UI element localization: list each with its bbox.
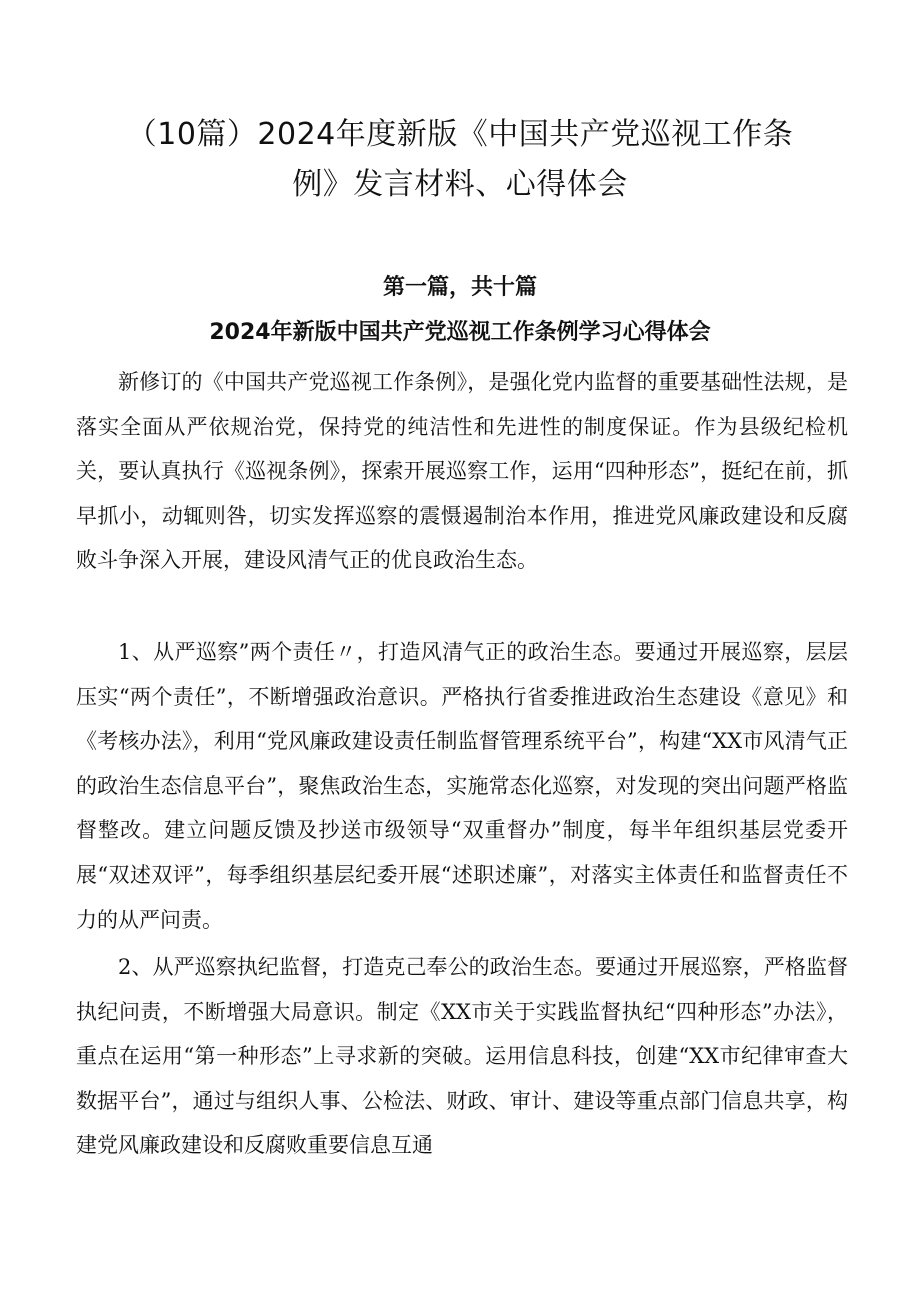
section-heading: 第一篇，共十篇 bbox=[382, 275, 537, 300]
body-paragraph-1 bbox=[76, 360, 848, 583]
document-title: （10篇）2024年度新版《中国共产党巡视工作条例》发言材料、心得体会 bbox=[126, 117, 794, 202]
body-paragraph-3 bbox=[76, 945, 848, 1168]
article-title: 2024年新版中国共产党巡视工作条例学习心得体会 bbox=[209, 320, 711, 345]
paragraph-text: 1、从严巡察”两个责任〃，打造风清气正的政治生态。要通过开展巡察，层层压实“两个责任”，不断增强政治意识。严格执行省委推进政治生态建设《意见》和《考核办法》，利用“党风廉政建设责任制监督管理系统平台”，构建“XX市风清气正的政治生态信息平台”，聚焦政治生态，实施常态化巡察，对发现的突出问题严格监督整改。建立问题反馈及抄送市级领导“双重督办”制度，每半年组织基层党委开展“双述双评”，每季组织基层纪委开展“述职述廉”，对落实主体责任和监督责任不力的从严问责。 bbox=[76, 640, 848, 932]
paragraph-text: 新修订的《中国共产党巡视工作条例》，是强化党内监督的重要基础性法规，是落实全面从严依规治党，保持党的纯洁性和先进性的制度保证。作为县级纪检机关，要认真执行《巡视条例》，探索开展巡察工作，运用“四种形态”，挺纪在前，抓早抓小，动辄则咎，切实发挥巡察的震慑遏制治本作用，推进党风廉政建设和反腐败斗争深入开展，建设风清气正的优良政治生态。 bbox=[76, 370, 848, 573]
paragraph-text: 2、从严巡察执纪监督，打造克己奉公的政治生态。要通过开展巡察，严格监督执纪问责，不断增强大局意识。制定《XX市关于实践监督执纪“四种形态”办法》，重点在运用“第一种形态”上寻求新的突破。运用信息科技，创建“XX市纪律审查大数据平台”，通过与组织人事、公检法、财政、审计、建设等重点部门信息共享，构建党风廉政建设和反腐败重要信息互通 bbox=[76, 955, 848, 1158]
body-paragraph-2 bbox=[76, 630, 848, 942]
